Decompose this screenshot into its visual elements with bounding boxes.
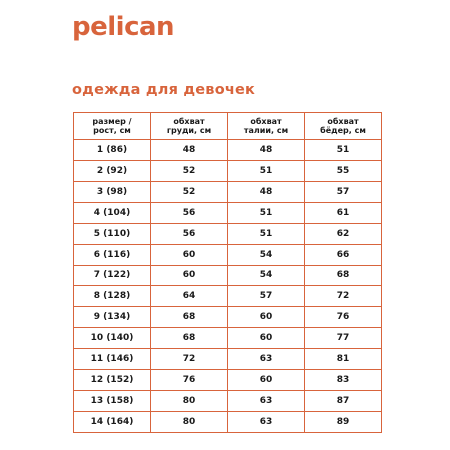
cell-waist: 60 xyxy=(228,307,305,328)
table-row xyxy=(74,244,382,265)
cell-waist: 48 xyxy=(228,140,305,161)
table-row xyxy=(74,265,382,286)
cell-hips: 68 xyxy=(305,265,382,286)
cell-size-height: 5 (110) xyxy=(74,223,151,244)
cell-chest: 64 xyxy=(151,286,228,307)
cell-size-height: 3 (98) xyxy=(74,181,151,202)
size-chart-header xyxy=(74,113,382,140)
cell-size-height: 12 (152) xyxy=(74,370,151,391)
cell-waist: 48 xyxy=(228,181,305,202)
pelican-logo: pelican xyxy=(72,12,175,42)
cell-size-height: 1 (86) xyxy=(74,140,151,161)
cell-waist: 51 xyxy=(228,223,305,244)
cell-chest: 80 xyxy=(151,391,228,412)
header-waist xyxy=(228,113,305,140)
cell-hips: 61 xyxy=(305,202,382,223)
cell-hips: 87 xyxy=(305,391,382,412)
header-chest xyxy=(151,113,228,140)
cell-waist: 54 xyxy=(228,244,305,265)
header-hips-line: обхват xyxy=(327,117,359,126)
table-row xyxy=(74,370,382,391)
header-chest-line: груди, см xyxy=(166,126,212,135)
cell-hips: 51 xyxy=(305,140,382,161)
cell-waist: 51 xyxy=(228,202,305,223)
cell-chest: 68 xyxy=(151,328,228,349)
cell-size-height: 7 (122) xyxy=(74,265,151,286)
cell-hips: 76 xyxy=(305,307,382,328)
cell-hips: 72 xyxy=(305,286,382,307)
header-waist-line: талии, см xyxy=(243,126,289,135)
cell-hips: 55 xyxy=(305,160,382,181)
cell-chest: 80 xyxy=(151,411,228,432)
cell-chest: 56 xyxy=(151,223,228,244)
cell-waist: 51 xyxy=(228,160,305,181)
header-hips-line: бёдер, см xyxy=(320,126,366,135)
table-row xyxy=(74,286,382,307)
cell-hips: 66 xyxy=(305,244,382,265)
cell-size-height: 10 (140) xyxy=(74,328,151,349)
header-hips xyxy=(305,113,382,140)
cell-chest: 72 xyxy=(151,349,228,370)
cell-waist: 63 xyxy=(228,411,305,432)
table-row xyxy=(74,349,382,370)
cell-waist: 60 xyxy=(228,370,305,391)
cell-chest: 48 xyxy=(151,140,228,161)
header-row xyxy=(74,113,382,140)
cell-hips: 77 xyxy=(305,328,382,349)
cell-size-height: 13 (158) xyxy=(74,391,151,412)
cell-chest: 60 xyxy=(151,265,228,286)
cell-chest: 60 xyxy=(151,244,228,265)
table-row xyxy=(74,140,382,161)
cell-size-height: 11 (146) xyxy=(74,349,151,370)
cell-waist: 63 xyxy=(228,391,305,412)
header-size-height-line: рост, см xyxy=(93,126,131,135)
header-waist-line: обхват xyxy=(250,117,282,126)
cell-size-height: 9 (134) xyxy=(74,307,151,328)
table-row xyxy=(74,160,382,181)
cell-size-height: 8 (128) xyxy=(74,286,151,307)
cell-size-height: 4 (104) xyxy=(74,202,151,223)
cell-waist: 54 xyxy=(228,265,305,286)
cell-chest: 76 xyxy=(151,370,228,391)
size-chart-body xyxy=(74,140,382,433)
table-row xyxy=(74,391,382,412)
cell-hips: 83 xyxy=(305,370,382,391)
cell-size-height: 2 (92) xyxy=(74,160,151,181)
header-chest-line: обхват xyxy=(173,117,205,126)
cell-chest: 68 xyxy=(151,307,228,328)
header-size-height xyxy=(74,113,151,140)
table-row xyxy=(74,181,382,202)
cell-waist: 60 xyxy=(228,328,305,349)
table-row xyxy=(74,328,382,349)
cell-hips: 57 xyxy=(305,181,382,202)
table-row xyxy=(74,223,382,244)
cell-size-height: 14 (164) xyxy=(74,411,151,432)
cell-hips: 81 xyxy=(305,349,382,370)
cell-size-height: 6 (116) xyxy=(74,244,151,265)
cell-hips: 62 xyxy=(305,223,382,244)
table-row xyxy=(74,307,382,328)
cell-chest: 56 xyxy=(151,202,228,223)
cell-waist: 57 xyxy=(228,286,305,307)
cell-chest: 52 xyxy=(151,160,228,181)
table-row xyxy=(74,411,382,432)
table-row xyxy=(74,202,382,223)
cell-chest: 52 xyxy=(151,181,228,202)
size-chart-table xyxy=(73,112,382,433)
page-heading: одежда для девочек xyxy=(72,82,256,98)
cell-hips: 89 xyxy=(305,411,382,432)
header-size-height-line: размер / xyxy=(92,117,132,126)
cell-waist: 63 xyxy=(228,349,305,370)
